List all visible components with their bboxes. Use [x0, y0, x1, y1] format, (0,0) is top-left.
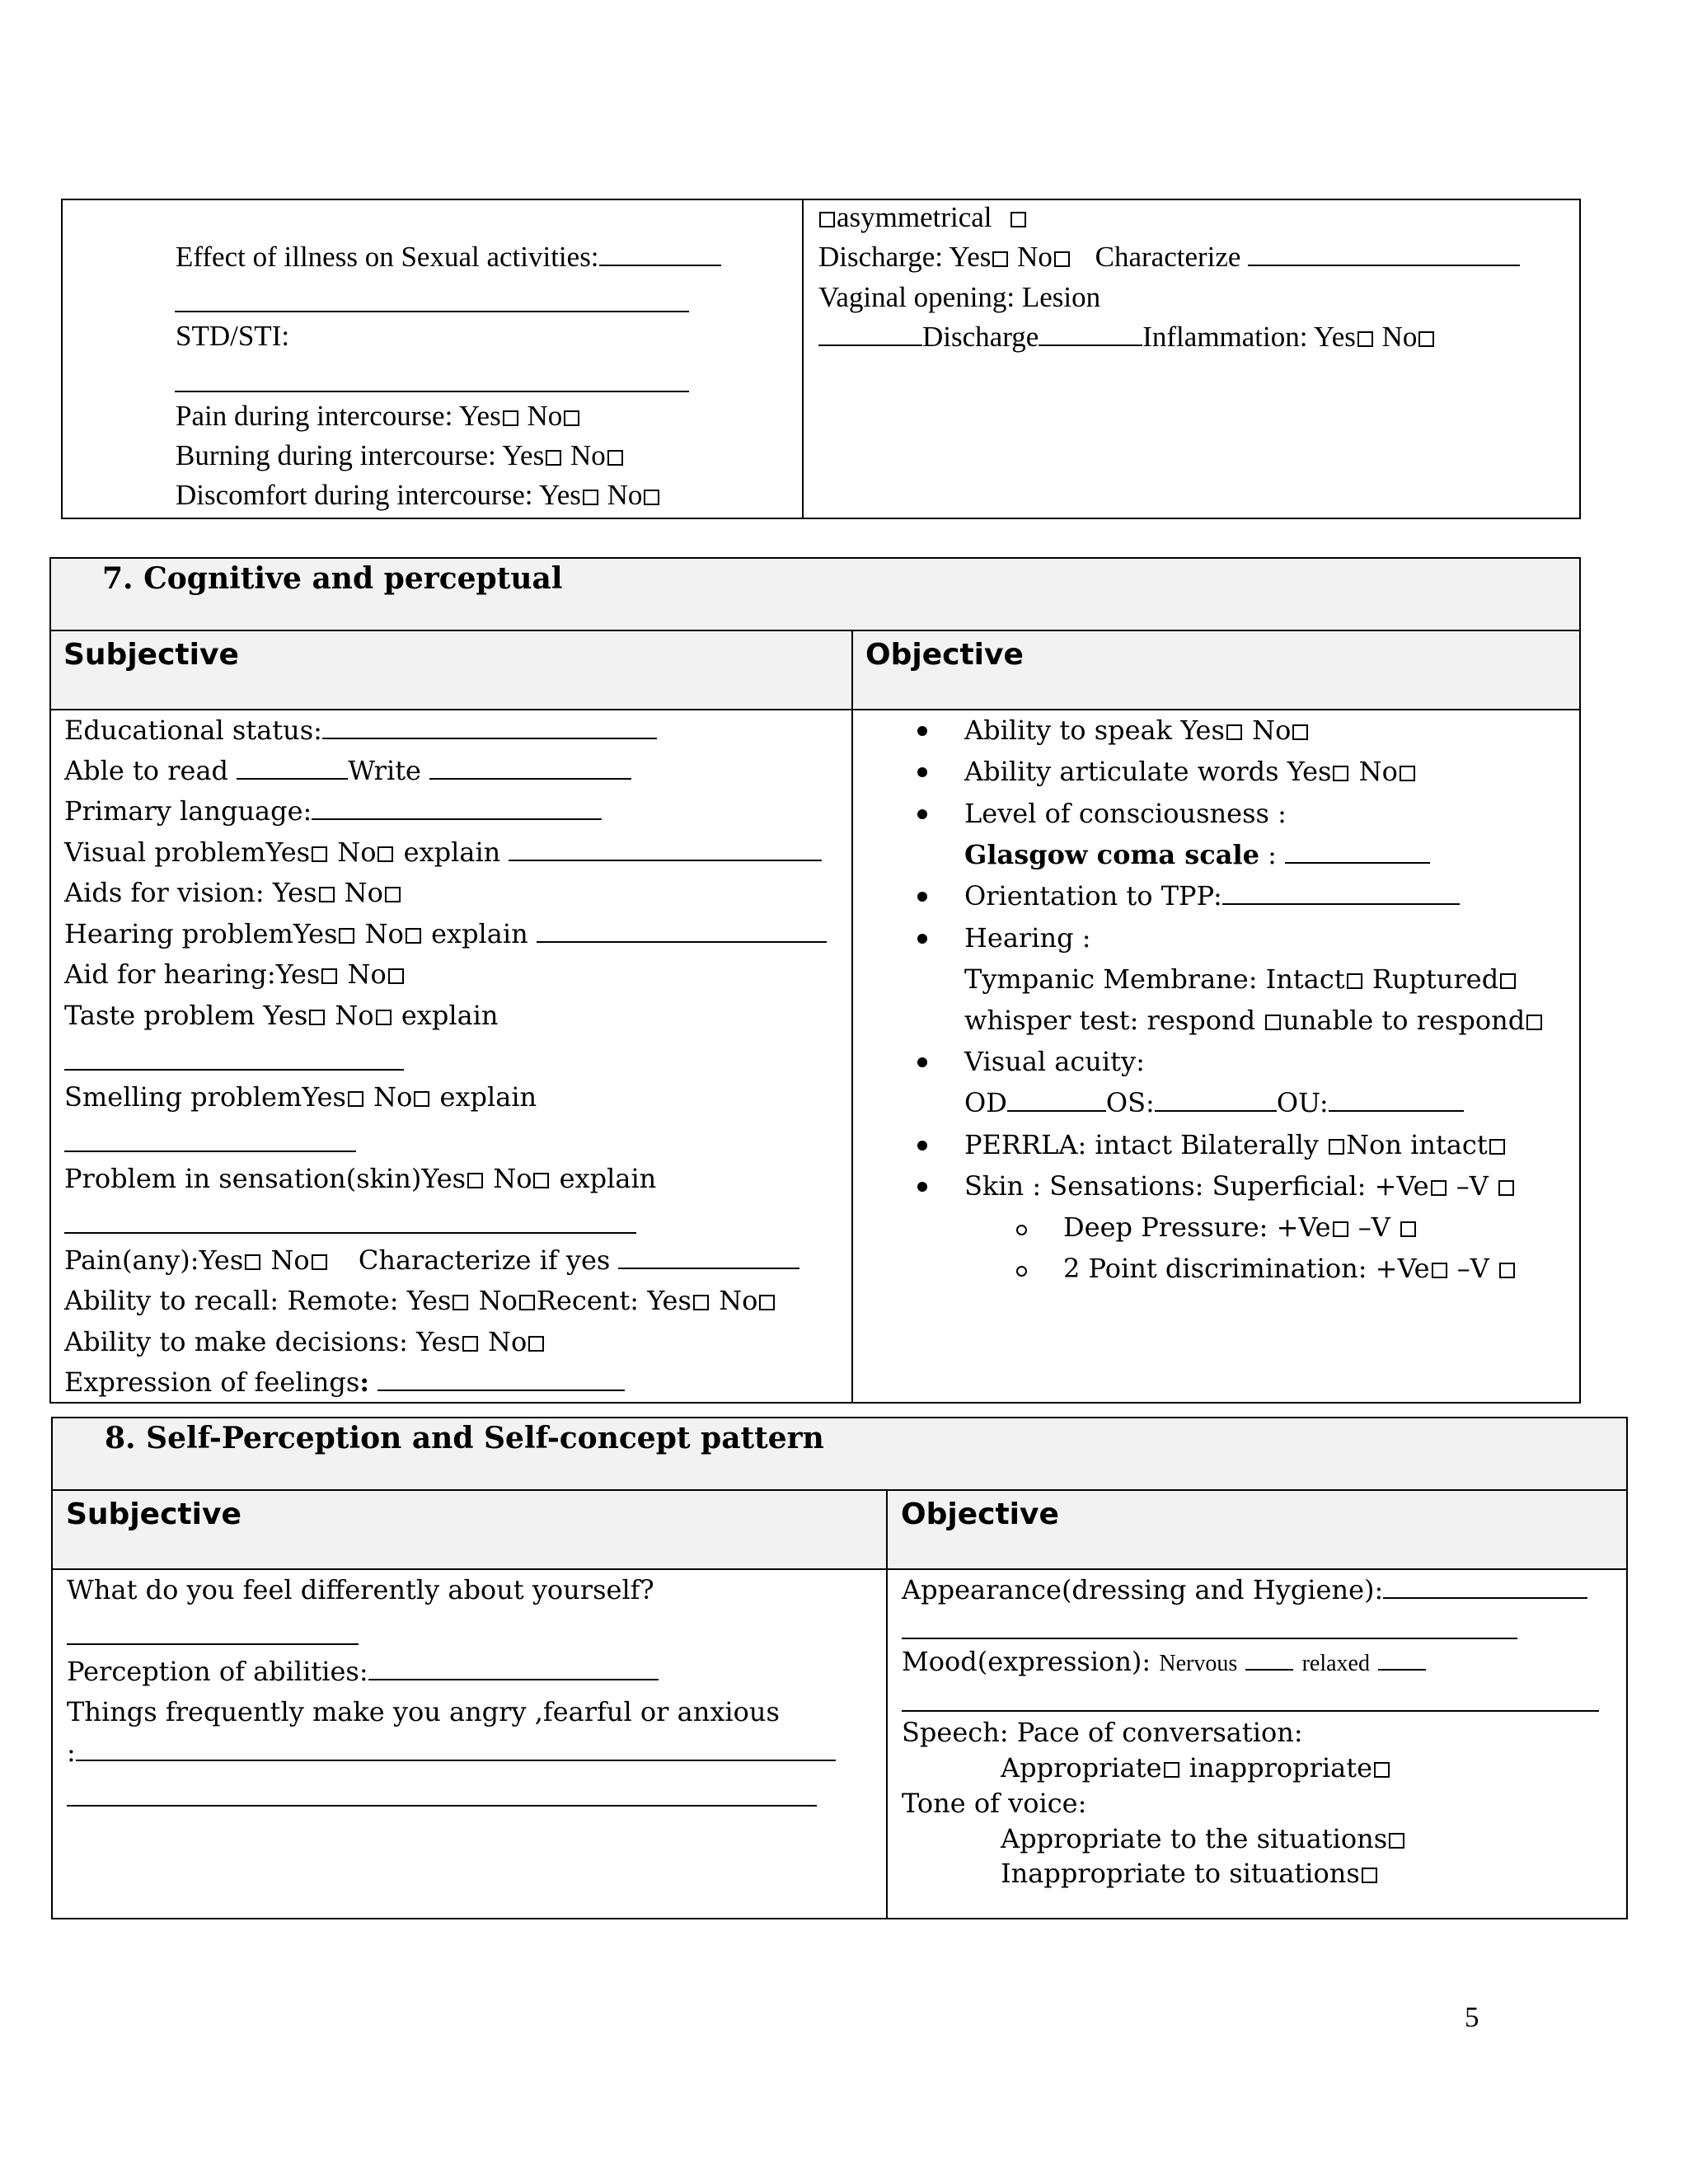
pace-options-row [1001, 1752, 1391, 1783]
smelling-problem-label: Smelling problemYes [64, 1081, 346, 1113]
two-point-positive-checkbox[interactable] [1432, 1263, 1447, 1278]
read-write-row [64, 757, 631, 784]
no-label: No [607, 479, 643, 511]
self-objective-header: Objective [901, 1497, 1059, 1531]
whisper-unable-checkbox[interactable] [1526, 1015, 1542, 1030]
two-point-label: 2 Point discrimination: +Ve [1063, 1253, 1430, 1284]
tone-label: Tone of voice: [902, 1788, 1087, 1819]
consciousness-row [964, 800, 1287, 827]
things-angry-blank[interactable] [76, 1759, 836, 1761]
things-angry-label: Things frequently make you angry ,fearful or anxious [67, 1696, 780, 1727]
feel-differently-blank[interactable] [67, 1643, 359, 1645]
taste-problem-yes-checkbox[interactable] [309, 1010, 325, 1025]
glasgow-colon: : [1259, 839, 1277, 870]
nervous-label: Nervous [1159, 1651, 1238, 1676]
write-label: Write [348, 755, 421, 786]
characterize-if-yes-label: Characterize if yes [358, 1244, 611, 1276]
no-label: No [347, 958, 387, 990]
hearing-row [964, 922, 1091, 954]
no-label: No [487, 1326, 528, 1357]
hearing-label: Hearing : [964, 922, 1091, 954]
discomfort-intercourse-label: Discomfort during intercourse: Yes [176, 479, 581, 511]
bullet [917, 767, 927, 777]
inflammation-label: Inflammation: Yes [1142, 321, 1356, 353]
discharge-yes-checkbox[interactable] [992, 251, 1008, 267]
visual-problem-no-checkbox[interactable] [377, 846, 393, 862]
perception-abilities-row [67, 1658, 659, 1685]
nervous-blank[interactable] [1245, 1668, 1293, 1671]
relaxed-blank[interactable] [1378, 1668, 1426, 1671]
hearing-problem-yes-checkbox[interactable] [339, 928, 354, 944]
educational-label: Educational status: [64, 715, 322, 746]
deep-pressure-row [1063, 1212, 1418, 1243]
effect-label: Effect of illness on Sexual activities: [176, 241, 599, 273]
feelings-row [64, 1366, 625, 1398]
taste-problem-explain-blank[interactable] [64, 1069, 404, 1071]
discomfort-intercourse-yes-checkbox[interactable] [583, 490, 598, 505]
non-intact-label: Non intact [1346, 1129, 1488, 1160]
articulate-label: Ability articulate words Yes [964, 756, 1332, 787]
no-label: No [493, 1163, 532, 1194]
taste-problem-row [64, 1002, 498, 1029]
smelling-problem-row [64, 1081, 537, 1113]
whisper-row [964, 1005, 1544, 1036]
effect-blank-line2[interactable] [175, 311, 689, 312]
tone-row [902, 1788, 1087, 1819]
os-label: OS: [1105, 1087, 1155, 1118]
explain-label: explain [431, 918, 528, 949]
whisper-respond-checkbox[interactable] [1265, 1015, 1281, 1030]
articulate-no-checkbox[interactable] [1400, 766, 1415, 781]
sexual-divider [802, 199, 804, 519]
characterize-blank[interactable] [1248, 264, 1520, 266]
explain-label: explain [439, 1081, 537, 1113]
hearing-problem-row [64, 918, 827, 949]
recall-recent-no-checkbox[interactable] [759, 1295, 775, 1310]
ou-blank[interactable] [1329, 1109, 1464, 1112]
explain-label: explain [403, 837, 501, 868]
decisions-row [64, 1326, 546, 1357]
bullet [917, 892, 927, 902]
recall-remote-no-checkbox[interactable] [519, 1295, 535, 1310]
consciousness-label: Level of consciousness : [964, 798, 1287, 829]
no-label: No [478, 1285, 518, 1316]
burning-intercourse-label: Burning during intercourse: Yes [176, 439, 545, 471]
pain-any-label: Pain(any):Yes [64, 1244, 244, 1276]
self-perception-title: 8. Self-Perception and Self-concept pattern [105, 1421, 824, 1455]
no-label: No [1252, 715, 1292, 746]
tone-inappropriate-checkbox[interactable] [1362, 1868, 1377, 1883]
no-label: No [270, 1244, 310, 1276]
tone-appropriate-row [1001, 1825, 1406, 1852]
no-label: No [1017, 241, 1053, 273]
no-label: No [1358, 756, 1398, 787]
symmetrical-checkbox[interactable] [819, 212, 835, 227]
discharge-word: Discharge [922, 321, 1039, 353]
glasgow-blank[interactable] [1285, 861, 1430, 864]
things-angry-answer-row [67, 1736, 836, 1768]
appearance-label: Appearance(dressing and Hygiene): [902, 1574, 1384, 1605]
write-blank[interactable] [429, 777, 631, 780]
educational-blank[interactable] [322, 737, 657, 739]
asymmetrical-checkbox[interactable] [1010, 212, 1026, 227]
od-blank[interactable] [1007, 1109, 1106, 1112]
speak-label: Ability to speak Yes [964, 715, 1225, 746]
aid-hearing-label: Aid for hearing:Yes [64, 958, 321, 990]
taste-problem-label: Taste problem Yes [64, 1000, 308, 1031]
no-label: No [570, 439, 606, 471]
inflammation-yes-checkbox[interactable] [1357, 331, 1373, 347]
inappropriate-label: inappropriate [1189, 1752, 1373, 1783]
things-angry-blank-line2[interactable] [67, 1805, 817, 1807]
od-os-ou-row [964, 1087, 1464, 1118]
deep-negative-checkbox[interactable] [1400, 1221, 1416, 1237]
visual-acuity-label: Visual acuity: [964, 1046, 1145, 1077]
pace-inappropriate-checkbox[interactable] [1374, 1762, 1390, 1778]
inappropriate-situations-label: Inappropriate to situations [1001, 1858, 1360, 1889]
effect-of-illness-row [176, 242, 721, 271]
pain-intercourse-yes-checkbox[interactable] [503, 410, 518, 426]
aid-hearing-yes-checkbox[interactable] [321, 968, 337, 984]
no-label: No [335, 1000, 374, 1031]
tympanic-row [964, 963, 1517, 995]
articulate-row [964, 758, 1417, 785]
whisper-label: whisper test: respond [964, 1005, 1256, 1036]
mood-label: Mood(expression): [902, 1646, 1151, 1677]
feel-differently-label: What do you feel differently about yourself? [67, 1574, 654, 1605]
std-label: STD/STI: [176, 320, 290, 352]
page-number: 5 [1465, 2001, 1479, 2033]
feelings-colon: : [359, 1366, 370, 1398]
discharge-no-checkbox[interactable] [1054, 251, 1070, 267]
cognitive-title: 7. Cognitive and perceptual [102, 561, 563, 596]
speak-row [964, 715, 1310, 746]
skin-negative-checkbox[interactable] [1498, 1180, 1514, 1196]
feelings-label: Expression of feelings [64, 1366, 360, 1398]
read-blank[interactable] [237, 777, 348, 780]
aids-vision-yes-checkbox[interactable] [319, 887, 335, 902]
explain-label: explain [401, 1000, 499, 1031]
feelings-blank[interactable] [377, 1389, 625, 1391]
unable-label: unable to respond [1282, 1005, 1526, 1036]
no-label: No [1381, 321, 1418, 353]
discomfort-intercourse-no-checkbox[interactable] [644, 490, 659, 505]
no-label: No [527, 400, 563, 432]
no-label: No [719, 1285, 758, 1316]
decisions-label: Ability to make decisions: Yes [64, 1326, 461, 1357]
pain-intercourse-row [176, 401, 581, 430]
orientation-blank[interactable] [1222, 902, 1460, 905]
taste-problem-no-checkbox[interactable] [376, 1010, 392, 1025]
two-point-negative-checkbox[interactable] [1499, 1263, 1515, 1278]
things-angry-colon: : [67, 1736, 76, 1768]
lesion-blank[interactable] [818, 344, 922, 346]
sensation-problem-row [64, 1165, 656, 1192]
feel-differently-row [67, 1574, 654, 1605]
speak-no-checkbox[interactable] [1292, 724, 1308, 740]
deep-pressure-label: Deep Pressure: +Ve [1063, 1212, 1331, 1243]
explain-label: explain [559, 1163, 657, 1194]
able-read-label: Able to read [64, 755, 229, 786]
smelling-problem-explain-blank[interactable] [64, 1151, 356, 1152]
sensation-problem-no-checkbox[interactable] [533, 1173, 549, 1188]
recall-recent-label: Recent: Yes [536, 1285, 692, 1316]
discomfort-intercourse-row [176, 480, 661, 509]
articulate-yes-checkbox[interactable] [1333, 766, 1348, 781]
aid-hearing-row [64, 958, 406, 990]
self-subjective-header: Subjective [66, 1497, 241, 1531]
perrla-non-intact-checkbox[interactable] [1489, 1139, 1505, 1155]
perception-abilities-blank[interactable] [368, 1678, 659, 1680]
pain-any-yes-checkbox[interactable] [245, 1254, 260, 1270]
vaginal-opening-row [818, 283, 1100, 312]
discharge-label: Discharge: Yes [818, 241, 992, 273]
std-row [176, 321, 289, 350]
mood-blank-line2[interactable] [902, 1710, 1599, 1712]
characterize-label: Characterize [1095, 241, 1241, 273]
primary-language-row [64, 795, 602, 827]
speech-row [902, 1719, 1303, 1746]
bullet [917, 726, 927, 736]
speak-yes-checkbox[interactable] [1226, 724, 1242, 740]
sub-bullet [1016, 1266, 1027, 1277]
smelling-problem-yes-checkbox[interactable] [348, 1091, 363, 1107]
sub-bullet [1016, 1225, 1027, 1235]
hearing-problem-no-checkbox[interactable] [406, 928, 421, 944]
ou-label: OU: [1276, 1087, 1329, 1118]
pain-intercourse-no-checkbox[interactable] [564, 410, 579, 426]
appropriate-label: Appropriate [1001, 1752, 1162, 1783]
aids-vision-label: Aids for vision: Yes [64, 877, 317, 908]
pain-any-no-checkbox[interactable] [312, 1254, 327, 1270]
tympanic-ruptured-checkbox[interactable] [1500, 973, 1516, 989]
deep-positive-checkbox[interactable] [1333, 1221, 1348, 1237]
tone-appropriate-checkbox[interactable] [1389, 1833, 1404, 1849]
bullet [917, 1141, 927, 1151]
primary-language-label: Primary language: [64, 795, 312, 827]
tone-inappropriate-row [1001, 1858, 1379, 1889]
minus-v-label: –V [1456, 1170, 1489, 1202]
sensation-problem-explain-blank[interactable] [64, 1232, 636, 1234]
ruptured-label: Ruptured [1372, 963, 1499, 995]
visual-problem-explain-blank[interactable] [509, 859, 822, 861]
glasgow-row [964, 841, 1430, 868]
relaxed-label: relaxed [1301, 1651, 1370, 1676]
no-label: No [373, 1081, 413, 1113]
mood-row [902, 1648, 1426, 1675]
os-blank[interactable] [1155, 1109, 1277, 1112]
appearance-blank-line2[interactable] [902, 1638, 1517, 1639]
aids-vision-no-checkbox[interactable] [385, 887, 401, 902]
bullet [917, 934, 927, 944]
recall-recent-yes-checkbox[interactable] [693, 1295, 709, 1310]
appearance-blank[interactable] [1383, 1596, 1587, 1599]
burning-intercourse-no-checkbox[interactable] [607, 450, 623, 466]
tympanic-label: Tympanic Membrane: Intact [964, 963, 1345, 995]
speech-label: Speech: Pace of conversation: [902, 1717, 1303, 1748]
perrla-row [964, 1129, 1507, 1160]
perrla-label: PERRLA: intact Bilaterally [964, 1129, 1319, 1160]
discharge-row [818, 242, 1520, 271]
orientation-label: Orientation to TPP: [964, 880, 1222, 912]
vaginal-opening-label: Vaginal opening: Lesion [818, 281, 1101, 313]
inflammation-no-checkbox[interactable] [1418, 331, 1434, 347]
perrla-intact-checkbox[interactable] [1329, 1139, 1344, 1155]
pain-intercourse-label: Pain during intercourse: Yes [176, 400, 501, 432]
minus-v-label: –V [1357, 1212, 1390, 1243]
pain-any-row [64, 1244, 799, 1276]
recall-remote-label: Ability to recall: Remote: Yes [64, 1285, 452, 1316]
tympanic-intact-checkbox[interactable] [1347, 973, 1362, 989]
primary-language-blank[interactable] [312, 818, 602, 820]
recall-row [64, 1287, 776, 1314]
things-angry-row [67, 1696, 780, 1727]
bullet [917, 1182, 927, 1192]
appropriate-situations-label: Appropriate to the situations [1001, 1823, 1388, 1854]
visual-problem-row [64, 837, 822, 868]
sensation-problem-yes-checkbox[interactable] [467, 1173, 483, 1188]
burning-intercourse-row [176, 441, 625, 470]
visual-problem-yes-checkbox[interactable] [312, 846, 327, 862]
vaginal-discharge-blank[interactable] [1039, 344, 1142, 346]
recall-remote-yes-checkbox[interactable] [452, 1295, 468, 1310]
educational-row [64, 715, 657, 746]
visual-problem-label: Visual problemYes [64, 837, 311, 868]
orientation-row [964, 880, 1460, 912]
vaginal-details-row [818, 322, 1436, 351]
pain-characterize-blank[interactable] [618, 1267, 799, 1269]
two-point-row [1063, 1255, 1517, 1282]
perception-abilities-label: Perception of abilities: [67, 1656, 368, 1687]
skin-row [964, 1170, 1516, 1202]
asymmetrical-row [819, 203, 1028, 232]
effect-blank[interactable] [599, 264, 721, 266]
std-blank[interactable] [175, 391, 689, 392]
burning-intercourse-yes-checkbox[interactable] [546, 450, 561, 466]
appearance-row [902, 1574, 1587, 1605]
skin-positive-checkbox[interactable] [1431, 1180, 1447, 1196]
pace-appropriate-checkbox[interactable] [1164, 1762, 1179, 1778]
bullet [917, 1057, 927, 1067]
decisions-no-checkbox[interactable] [528, 1336, 544, 1352]
visual-acuity-row [964, 1048, 1145, 1075]
smelling-problem-no-checkbox[interactable] [414, 1091, 429, 1107]
sensation-problem-label: Problem in sensation(skin)Yes [64, 1163, 467, 1194]
od-label: OD [964, 1087, 1007, 1118]
decisions-yes-checkbox[interactable] [462, 1336, 478, 1352]
hearing-problem-label: Hearing problemYes [64, 918, 338, 949]
skin-label: Skin : Sensations: Superficial: +Ve [964, 1170, 1429, 1202]
cognitive-objective-header: Objective [865, 638, 1024, 672]
glasgow-label: Glasgow coma scale [964, 839, 1259, 870]
minus-v-label: –V [1456, 1253, 1489, 1284]
no-label: No [364, 918, 404, 949]
aid-hearing-no-checkbox[interactable] [388, 968, 404, 984]
no-label: No [344, 877, 383, 908]
hearing-problem-explain-blank[interactable] [537, 940, 827, 943]
cognitive-subjective-header: Subjective [63, 638, 239, 672]
asymmetrical-label: asymmetrical [837, 201, 992, 233]
no-label: No [337, 837, 377, 868]
bullet [917, 809, 927, 819]
aids-vision-row [64, 879, 402, 906]
